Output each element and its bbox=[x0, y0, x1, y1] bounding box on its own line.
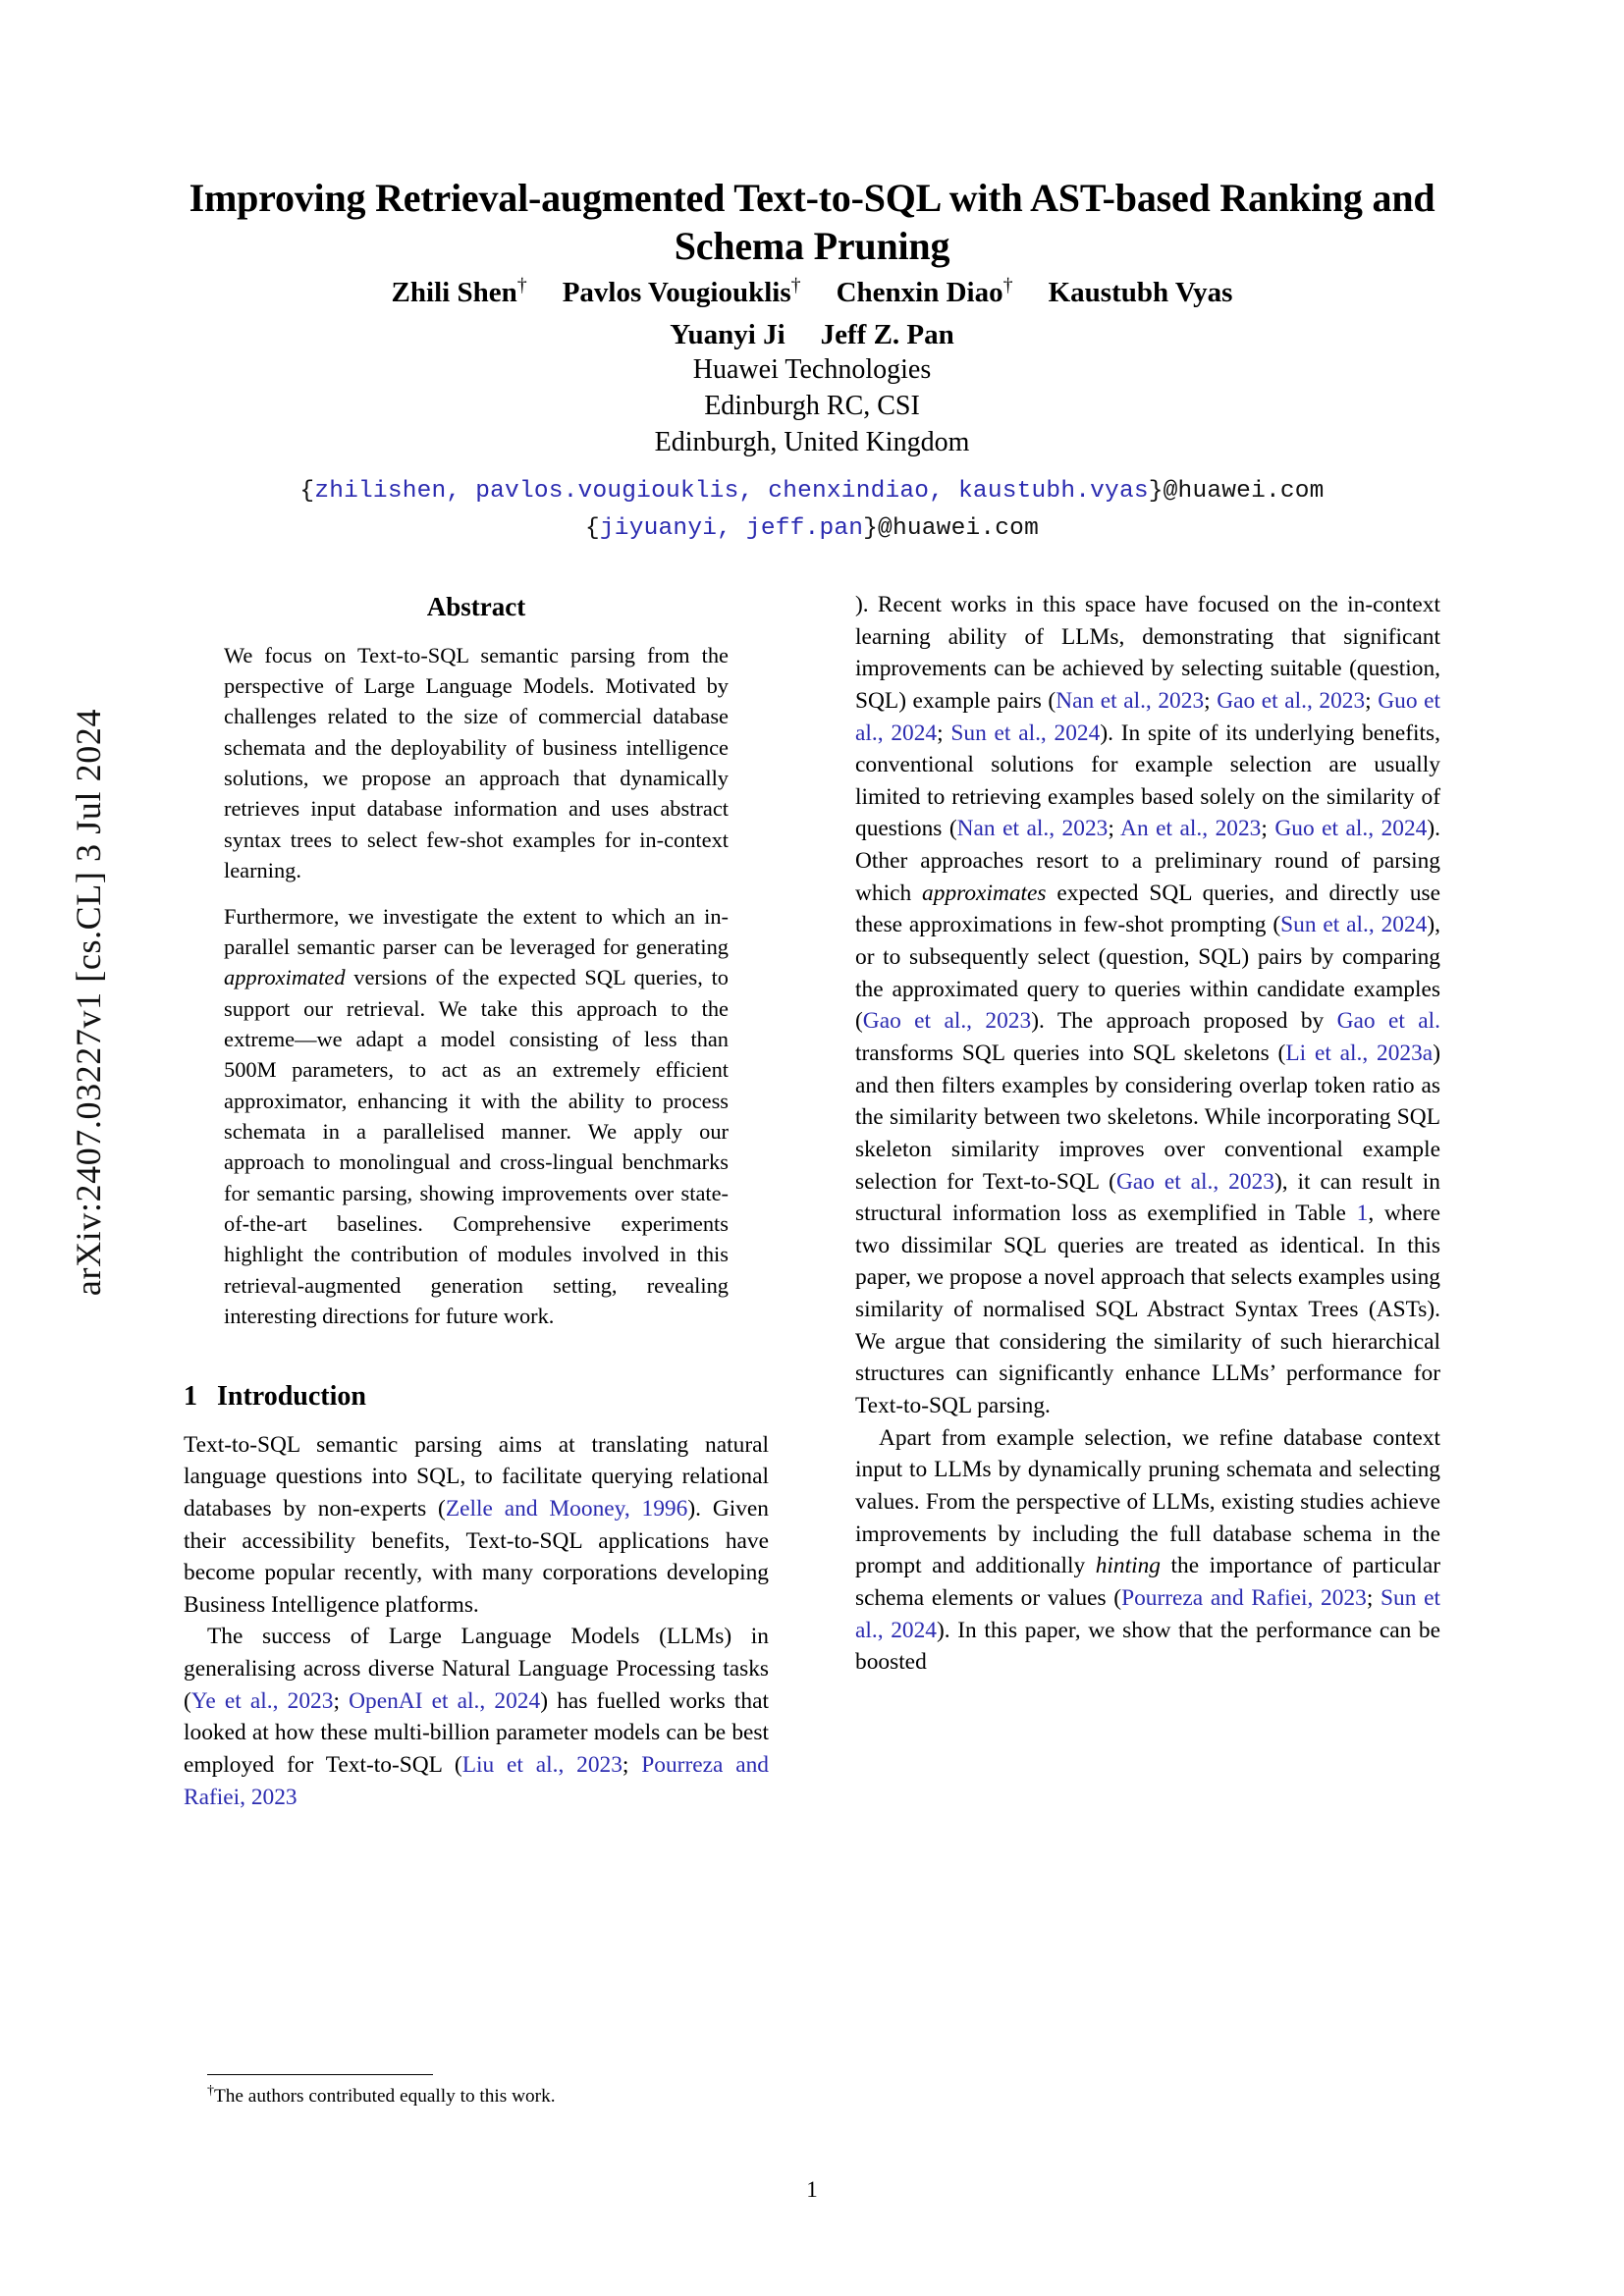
citation-link[interactable]: Li et al., 2023a bbox=[1285, 1040, 1434, 1066]
citation-link[interactable]: Liu et al., 2023 bbox=[461, 1752, 623, 1779]
body-text: ) and then filters examples by considering overlap token ratio as the similarity between two skeletons. While incorporating SQL skeleton similarity improves over conventional example selection for Text-to-SQL ( bbox=[855, 1040, 1440, 1195]
body-emphasis: approximates bbox=[922, 880, 1047, 906]
citation-link[interactable]: Pourreza and Rafiei, 2023 bbox=[184, 1752, 769, 1810]
section-heading-introduction bbox=[184, 1377, 769, 1415]
email-line-1 bbox=[183, 473, 1441, 510]
body-emphasis: hinting bbox=[1095, 1553, 1161, 1579]
email-line-2 bbox=[183, 510, 1441, 548]
author-dagger: † bbox=[516, 274, 527, 296]
body-text: transforms SQL queries into SQL skeletons ( bbox=[855, 1040, 1286, 1066]
intro-paragraph-2-part-right bbox=[855, 589, 1440, 1422]
footnote-body: The authors contributed equally to this work. bbox=[214, 2086, 556, 2107]
body-text: ; bbox=[1108, 816, 1121, 842]
author-name: Zhili Shen bbox=[391, 277, 517, 308]
abstract-body bbox=[224, 640, 729, 1332]
body-text: ). In spite of its underlying benefits, conventional solutions for example selection are usually limited to retrieving examples based solely on the similarity of questions ( bbox=[855, 720, 1440, 842]
citation-link[interactable]: Pourreza and Rafiei, 2023 bbox=[1121, 1584, 1367, 1611]
right-column bbox=[855, 589, 1440, 1679]
author-entry bbox=[836, 274, 1013, 308]
citation-link[interactable]: Nan et al., 2023 bbox=[1056, 687, 1205, 714]
body-text: Apart from example selection, we refine database context input to LLMs by dynamically pruning schemata and selecting values. From the perspective of LLMs, existing studies achieve improvements by including the full database schema in the prompt and additionally bbox=[855, 1424, 1440, 1579]
author-list bbox=[183, 273, 1441, 354]
citation-link[interactable]: Sun et al., 2024 bbox=[855, 1584, 1440, 1643]
author-dagger: † bbox=[1002, 274, 1013, 296]
citation-link[interactable]: Gao et al., 2023 bbox=[1217, 687, 1366, 714]
body-text: ). Other approaches resort to a preliminary round of parsing which bbox=[855, 816, 1440, 906]
footnote-text bbox=[184, 2084, 769, 2109]
page-number: 1 bbox=[806, 2177, 818, 2202]
citation-link[interactable]: Guo et al., 2024 bbox=[1274, 816, 1428, 842]
intro-paragraph-3 bbox=[855, 1422, 1440, 1679]
intro-paragraph-1 bbox=[184, 1429, 769, 1622]
citation-link[interactable]: Guo et al., 2024 bbox=[855, 687, 1440, 746]
body-text: ; bbox=[1204, 687, 1218, 714]
body-text: ). In this paper, we show that the performance can be boosted bbox=[855, 1617, 1440, 1676]
citation-link[interactable]: Ye et al., 2023 bbox=[190, 1687, 334, 1714]
table-reference-link[interactable]: 1 bbox=[1356, 1201, 1369, 1227]
citation-link[interactable]: Gao et al., 2023 bbox=[1115, 1168, 1274, 1195]
affiliation-line: Edinburgh RC, CSI bbox=[704, 391, 920, 422]
author-entry bbox=[821, 319, 954, 350]
body-text: , where two dissimilar SQL queries are treated as identical. In this paper, we propose a novel approach that selects examples using similarity of normalised SQL Abstract Syntax Trees (ASTs). We argue that considering the similarity of such hierarchical structures can significantly enhance LLMs’ performance for Text-to-SQL parsing. bbox=[855, 1201, 1440, 1419]
citation-link[interactable]: An et al., 2023 bbox=[1120, 816, 1262, 842]
citation-link[interactable]: Nan et al., 2023 bbox=[956, 816, 1109, 842]
section-title: Introduction bbox=[217, 1380, 366, 1412]
body-text: ; bbox=[1365, 687, 1379, 714]
author-name: Kaustubh Vyas bbox=[1048, 277, 1233, 308]
body-text: the importance of particular schema elements or values ( bbox=[855, 1553, 1440, 1611]
email-users: jiyuanyi, jeff.pan bbox=[599, 514, 864, 542]
body-text: ; bbox=[1366, 1584, 1380, 1611]
email-domain: }@huawei.com bbox=[1148, 478, 1325, 505]
citation-link[interactable]: Gao et al., 2023 bbox=[862, 1008, 1032, 1035]
intro-paragraph-2-part-left bbox=[184, 1621, 769, 1813]
affiliation-line: Huawei Technologies bbox=[692, 354, 932, 385]
affiliation-block bbox=[183, 351, 1441, 461]
page-title: Improving Retrieval-augmented Text-to-SQL with AST-based Ranking and Schema Pruning bbox=[189, 176, 1435, 268]
body-text: ; bbox=[937, 720, 951, 746]
title-block bbox=[183, 175, 1441, 271]
email-brace-open: { bbox=[299, 478, 315, 505]
body-text: expected SQL queries, and directly use these approximations in few-shot prompting ( bbox=[855, 880, 1440, 938]
footnote-block bbox=[184, 2074, 769, 2109]
body-text: ; bbox=[622, 1752, 642, 1779]
email-block bbox=[183, 473, 1441, 548]
abstract-emphasis: approximated bbox=[224, 965, 346, 990]
author-name: Yuanyi Ji bbox=[670, 319, 785, 351]
abstract-heading: Abstract bbox=[426, 592, 526, 621]
arxiv-stamp: arXiv:2407.03227v1 [cs.CL] 3 Jul 2024 bbox=[69, 708, 108, 1297]
author-dagger: † bbox=[790, 274, 801, 296]
email-brace-open: { bbox=[585, 514, 600, 542]
citation-link[interactable]: Zelle and Mooney, 1996 bbox=[445, 1495, 688, 1522]
citation-link[interactable]: OpenAI et al., 2024 bbox=[349, 1687, 541, 1714]
body-text: ). The approach proposed by bbox=[1031, 1008, 1337, 1035]
author-name: Jeff Z. Pan bbox=[820, 319, 954, 351]
body-text: ) has fuelled works that looked at how these multi-billion parameter models can be best employed for Text-to-SQL ( bbox=[184, 1687, 769, 1779]
abstract-text: Furthermore, we investigate the extent to which an in-parallel semantic parser can be leveraged for generating bbox=[224, 903, 729, 959]
abstract-text: versions of the expected SQL queries, to support our retrieval. We take this approach to the extreme—we adapt a model consisting of less than 500M parameters, to act as an extremely efficient approximator, enhancing it with the ability to process schemata in a parallelised manner. We apply our approach to monolingual and cross-lingual benchmarks for semantic parsing, showing improvements over state-of-the-art baselines. Comprehensive experiments highlight the contribution of modules involved in this retrieval-augmented generation setting, revealing interesting directions for future work. bbox=[224, 965, 729, 1329]
author-name: Pavlos Vougiouklis bbox=[562, 277, 791, 308]
author-entry bbox=[670, 319, 785, 350]
abstract-paragraph-2 bbox=[224, 901, 729, 1332]
section-number: 1 bbox=[184, 1380, 197, 1412]
email-domain: }@huawei.com bbox=[863, 514, 1039, 542]
footnote-dagger: † bbox=[207, 2083, 214, 2099]
left-column bbox=[184, 589, 769, 1813]
body-text: Text-to-SQL semantic parsing aims at translating natural language questions into SQL, to facilitate querying relational databases by non-experts ( bbox=[184, 1431, 769, 1522]
affiliation-line: Edinburgh, United Kingdom bbox=[654, 427, 970, 458]
author-row-1 bbox=[183, 273, 1441, 312]
body-text: ; bbox=[1261, 816, 1275, 842]
body-text: ; bbox=[333, 1687, 350, 1714]
body-text: ). Recent works in this space have focused on the in-context learning ability of LLMs, demonstrating that significant improvements can be achieved by selecting suitable (question, SQL) example pairs ( bbox=[855, 592, 1440, 714]
citation-link[interactable]: Gao et al. bbox=[1336, 1008, 1440, 1035]
email-users: zhilishen, pavlos.vougiouklis, chenxindiao, kaustubh.vyas bbox=[314, 478, 1149, 505]
author-entry bbox=[1049, 277, 1233, 308]
abstract-paragraph-1: We focus on Text-to-SQL semantic parsing from the perspective of Large Language Models. Motivated by challenges related to the size of commercial database schemata and the deployability of business intelligence solutions, we propose an approach that dynamically retrieves input database information and uses abstract syntax trees to select few-shot examples for in-context learning. bbox=[224, 642, 729, 883]
author-name: Chenxin Diao bbox=[836, 277, 1003, 308]
author-entry bbox=[562, 274, 801, 308]
citation-link[interactable]: Sun et al., 2024 bbox=[1280, 912, 1428, 938]
body-text: ), or to subsequently select (question, SQL) pairs by comparing the approximated query to queries within candidate examples ( bbox=[855, 912, 1440, 1035]
body-text: The success of Large Language Models (LLMs) in generalising across diverse Natural Language Processing tasks ( bbox=[184, 1624, 769, 1714]
citation-link[interactable]: Sun et al., 2024 bbox=[950, 720, 1101, 746]
body-text: ). Given their accessibility benefits, Text-to-SQL applications have become popular recently, with many corporations developing Business Intelligence platforms. bbox=[184, 1495, 769, 1618]
author-row-2 bbox=[183, 315, 1441, 354]
body-text: ), it can result in structural information loss as exemplified in Table bbox=[855, 1168, 1440, 1227]
footnote-rule bbox=[207, 2074, 433, 2075]
author-entry bbox=[391, 274, 527, 308]
